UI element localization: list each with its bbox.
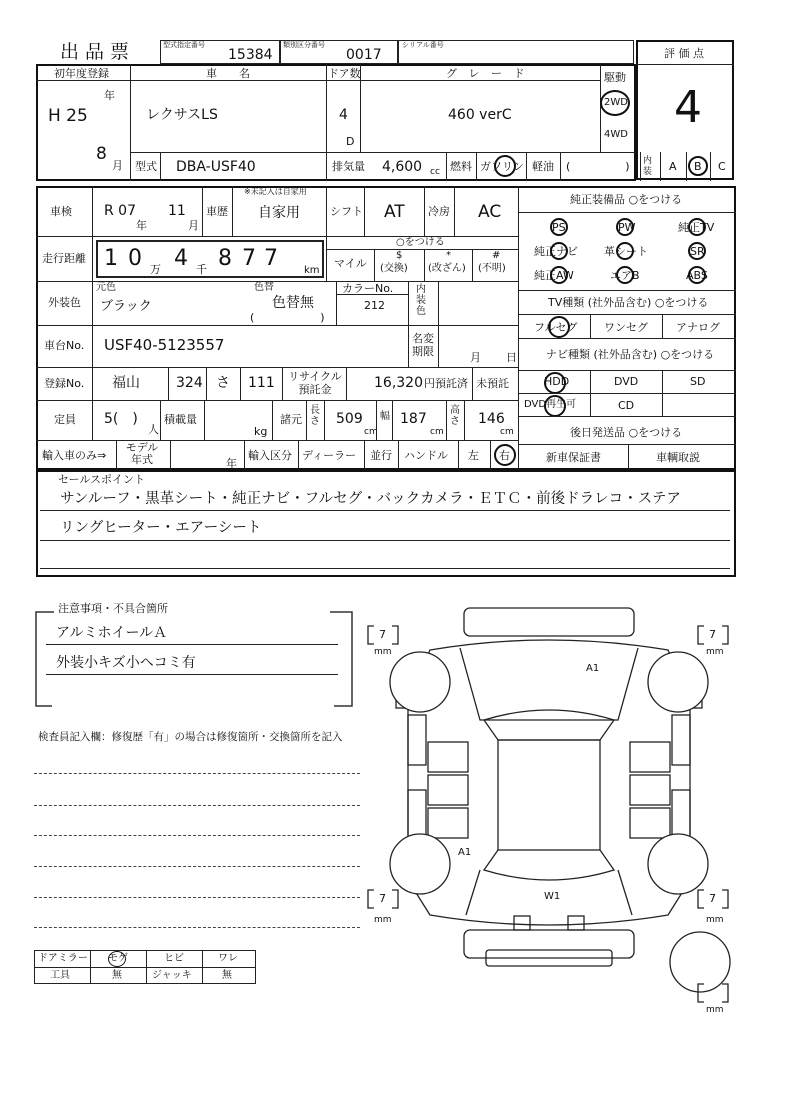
capacity-label: 定員 <box>54 413 76 426</box>
chassis-label: 車台No. <box>44 339 85 352</box>
length: 509 <box>336 411 363 427</box>
equip-ps: PS <box>552 221 566 234</box>
mileage-digit-5: 7 <box>242 246 256 271</box>
name-change-day: 日 <box>506 351 517 364</box>
mileage-digit-1: 1 <box>104 246 118 271</box>
shift: AT <box>384 202 405 222</box>
class-code: 0017 <box>346 47 382 63</box>
grade-label: グ レ ー ド <box>446 67 529 80</box>
reg-num: 111 <box>248 375 275 391</box>
drive-4wd: 4WD <box>604 129 628 140</box>
tire-mm-rear-left: mm <box>374 915 392 925</box>
sales-point-line1: サンルーフ・黒革シート・純正ナビ・フルセグ・バックカメラ・ＥＴＣ・前後ドラレコ・ステア <box>60 491 681 507</box>
mileage-exchange-sym: $ <box>396 250 403 261</box>
mileage-unknown-sym: # <box>492 250 501 261</box>
load-label: 積載量 <box>164 413 197 426</box>
fuel-diesel: 軽油 <box>532 160 554 173</box>
mirror-header-3: ワレ <box>218 953 238 964</box>
tire-depth-rear-right: 7 <box>709 892 716 905</box>
later-manual: 車輌取説 <box>656 451 700 464</box>
damage-mark-left: A1 <box>458 847 472 858</box>
equip-sr: SR <box>690 245 705 258</box>
mirror-row-1: 無 <box>112 970 122 981</box>
import-label: 輸入車のみ⇒ <box>42 449 107 462</box>
ac: AC <box>478 202 502 222</box>
inspection-month: 11 <box>168 203 186 219</box>
mirror-header-0: ドアミラー <box>38 953 88 964</box>
length-label: 長さ <box>310 405 320 427</box>
color-label: 外装色 <box>48 296 81 309</box>
model-year-label: モデル年式 <box>125 441 159 466</box>
mileage-digit-6: 7 <box>264 246 278 271</box>
equip-navi: 純正ナビ <box>534 245 578 258</box>
tire-mm-spare: mm <box>706 1005 724 1015</box>
mileage-tamper: (改ざん) <box>428 263 466 274</box>
tire-mm-front-right: mm <box>706 647 724 657</box>
reg-class: 324 <box>176 375 203 391</box>
reg-no-label: 登録No. <box>44 377 85 390</box>
first-reg-year-unit: 年 <box>104 89 115 102</box>
history: 自家用 <box>258 205 300 221</box>
fuel-label: 燃料 <box>450 160 472 173</box>
fuel-other: ( ) <box>566 160 630 173</box>
reg-area: 福山 <box>112 375 140 391</box>
tv-analog: アナログ <box>676 321 720 334</box>
notes-label: 注意事項・不具合箇所 <box>58 602 168 615</box>
import-parallel: 並行 <box>370 449 392 462</box>
name-change-month: 月 <box>470 351 481 364</box>
height-label: 高さ <box>450 405 460 427</box>
mileage-man-unit: 万 <box>150 263 161 276</box>
import-type-label: 輸入区分 <box>248 449 292 462</box>
model-code: 15384 <box>228 47 273 63</box>
handle-left: 左 <box>468 449 479 462</box>
damage-mark-rear: W1 <box>544 891 561 902</box>
mirror-row-2: ジャッキ <box>152 970 192 981</box>
mileage-exchange: (交換) <box>380 263 408 274</box>
notes-line1: アルミホイールＡ <box>56 625 168 641</box>
rating-label: 評 価 点 <box>664 47 704 60</box>
drive-label: 駆動 <box>604 71 626 84</box>
mirror-header-1: モゲ <box>108 953 128 964</box>
later-title: 後日発送品 ○をつける <box>570 426 683 439</box>
dims-label: 諸元 <box>280 413 302 426</box>
grade: 460 verC <box>448 107 512 123</box>
inspection-month-unit: 月 <box>188 219 199 232</box>
recycle-amount: 16,320 <box>374 375 423 391</box>
load-unit: kg <box>254 425 268 438</box>
ac-label: 冷房 <box>428 205 450 218</box>
later-warranty: 新車保証書 <box>546 451 601 464</box>
door-type: D <box>346 135 355 148</box>
first-reg-label: 初年度登録 <box>54 67 109 80</box>
interior-b: B <box>694 160 702 173</box>
interior-label: 内装 <box>643 156 653 177</box>
color-change-label: 色替 <box>254 282 274 293</box>
mileage-digit-4: 8 <box>218 246 232 271</box>
model: DBA-USF40 <box>176 159 256 175</box>
mirror-row-0: 工具 <box>50 970 70 981</box>
interior-a: A <box>669 160 677 173</box>
equip-abs: ABS <box>686 269 708 282</box>
fuel-gasoline: ガソリン <box>480 160 524 173</box>
tire-mm-rear-right: mm <box>706 915 724 925</box>
model-code-label: 型式指定番号 <box>163 41 205 49</box>
mileage-digit-2: 0 <box>128 246 142 271</box>
car-name: レクサスLS <box>146 107 218 123</box>
capacity-unit: 人 <box>148 423 159 436</box>
mileage-mile: マイル <box>334 257 367 270</box>
mileage-unknown: (不明) <box>478 263 506 274</box>
tv-oneseg: ワンセグ <box>604 321 648 334</box>
recycle-unpaid: 未預託 <box>476 377 509 390</box>
sales-point-label: セールスポイント <box>58 473 146 486</box>
orig-color-label: 元色 <box>96 282 116 293</box>
tire-mm-front-left: mm <box>374 647 392 657</box>
color-no-label: カラーNo. <box>342 282 394 295</box>
mileage-km: km <box>304 265 320 276</box>
width-cm: cm <box>430 427 444 437</box>
handle-label: ハンドル <box>404 449 448 462</box>
form-title: 出品票 <box>60 41 136 63</box>
chassis-no: USF40-5123557 <box>104 336 225 354</box>
inspection-year-unit: 年 <box>136 219 147 232</box>
nav-dvd: DVD <box>614 375 639 388</box>
notes-line2: 外装小キズ小ヘコミ有 <box>56 655 196 671</box>
car-name-label: 車 名 <box>206 67 250 80</box>
equip-pw: PW <box>618 221 636 234</box>
tire-depth-front-left: 7 <box>379 628 386 641</box>
damage-mark-hood: A1 <box>586 663 600 674</box>
mileage-digit-3: 4 <box>174 246 188 271</box>
mileage-tamper-sym: * <box>446 250 451 261</box>
inspection-label: 車検 <box>50 205 72 218</box>
name-change-label: 名変期限 <box>412 332 434 358</box>
tv-fullseg: フルセグ <box>534 321 578 334</box>
history-note: ※未記入は自家用 <box>244 187 307 196</box>
doors-label: ドア数 <box>328 67 361 80</box>
equip-airbag: エアB <box>610 269 640 282</box>
width-label: 幅 <box>380 411 390 422</box>
length-cm: cm <box>364 427 378 437</box>
tire-depth-front-right: 7 <box>709 628 716 641</box>
import-dealer: ディーラー <box>302 449 357 462</box>
handle-right: 右 <box>499 449 510 462</box>
width: 187 <box>400 411 427 427</box>
shift-label: シフト <box>330 205 363 218</box>
serial-label: シリアル番号 <box>402 41 444 49</box>
first-reg-month: 8 <box>96 144 107 164</box>
mileage-label: 走行距離 <box>42 252 86 265</box>
mirror-row-3: 無 <box>222 970 232 981</box>
equip-tv: 純正TV <box>678 221 715 234</box>
interior-color-label: 内装色 <box>416 284 426 317</box>
orig-color: ブラック <box>100 299 152 314</box>
inspector-label: 検査員記入欄：修復歴「有」の場合は修復箇所・交換箇所を記入 <box>38 731 343 743</box>
recycle-unit: 円預託済 <box>424 377 468 390</box>
equipment-title: 純正装備品 ○をつける <box>570 193 683 206</box>
first-reg-era: H 25 <box>48 106 88 126</box>
model-label: 型式 <box>135 160 157 173</box>
capacity: 5( ) <box>104 411 138 427</box>
doors: 4 <box>339 107 348 123</box>
height: 146 <box>478 411 505 427</box>
interior-c: C <box>718 160 726 173</box>
history-label: 車歴 <box>206 205 228 218</box>
nav-title: ナビ種類 (社外品含む) ○をつける <box>546 348 715 361</box>
displacement-label: 排気量 <box>332 160 365 173</box>
mirror-header-2: ヒビ <box>164 953 184 964</box>
mileage-sen-unit: 千 <box>196 263 207 276</box>
displacement: 4,600 <box>382 159 423 175</box>
model-year-unit: 年 <box>226 457 237 470</box>
nav-cd: CD <box>618 399 635 412</box>
displacement-cc: cc <box>430 167 440 177</box>
color-no: 212 <box>364 299 385 312</box>
sales-point-line2: リングヒーター・エアーシート <box>60 520 262 536</box>
nav-sd: SD <box>690 375 706 388</box>
inspection-year: R 07 <box>104 203 136 219</box>
color-change-paren: ( ) <box>250 311 325 324</box>
tv-title: TV種類 (社外品含む) ○をつける <box>548 296 709 309</box>
equip-leather: 革シート <box>604 245 648 258</box>
mileage-mark-label: ○をつける <box>396 237 445 248</box>
nav-hdd: HDD <box>544 375 570 388</box>
first-reg-month-unit: 月 <box>112 159 123 172</box>
reg-kana: さ <box>216 375 230 391</box>
recycle-label: リサイクル預託金 <box>288 370 342 396</box>
drive-2wd: 2WD <box>604 97 628 108</box>
color-change: 色替無 <box>272 295 314 311</box>
nav-dvd-play: DVD再生可 <box>524 399 577 410</box>
equip-aw: 純正AW <box>534 269 574 282</box>
tire-depth-rear-left: 7 <box>379 892 386 905</box>
rating-score: 4 <box>674 82 702 133</box>
class-code-label: 類別区分番号 <box>283 41 325 49</box>
height-cm: cm <box>500 427 514 437</box>
